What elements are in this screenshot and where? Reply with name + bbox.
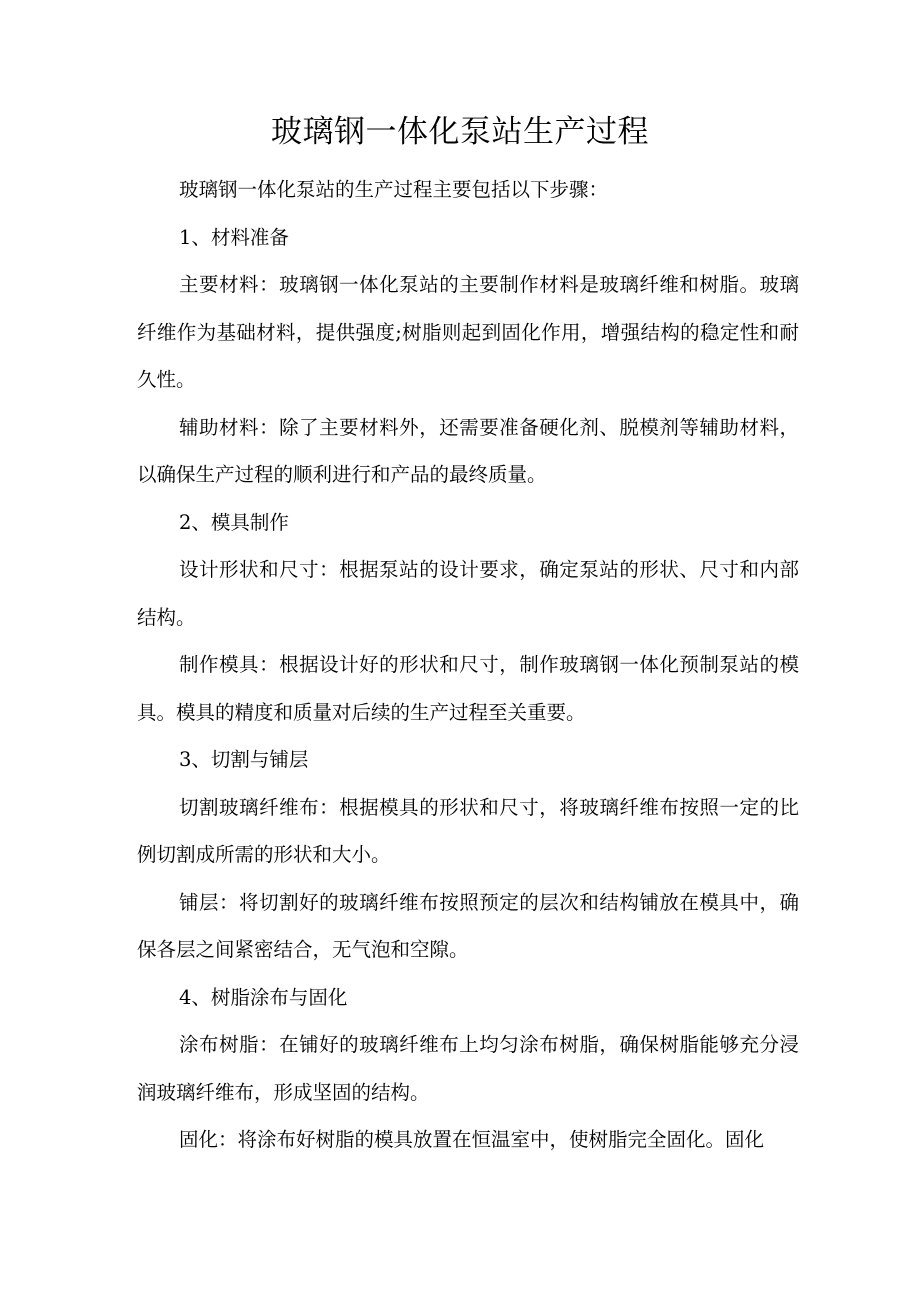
paragraph-design-shape: 设计形状和尺寸：根据泵站的设计要求，确定泵站的形状、尺寸和内部结构。: [137, 558, 799, 629]
paragraph-curing: 固化：将涂布好树脂的模具放置在恒温室中，使树脂完全固化。固化: [179, 1128, 765, 1151]
section-heading-mold: 2、模具制作: [179, 510, 289, 534]
paragraph-apply-resin: 涂布树脂：在铺好的玻璃纤维布上均匀涂布树脂，确保树脂能够充分浸润玻璃纤维布，形成坚固的结构。: [137, 1033, 799, 1104]
paragraph-layering: 铺层：将切割好的玻璃纤维布按照预定的层次和结构铺放在模具中，确保各层之间紧密结合，无气泡和空隙。: [137, 890, 799, 961]
intro-paragraph: 玻璃钢一体化泵站的生产过程主要包括以下步骤：: [179, 178, 609, 201]
paragraph-cut-fiber: 切割玻璃纤维布：根据模具的形状和尺寸，将玻璃纤维布按照一定的比例切割成所需的形状和大小。: [137, 795, 799, 866]
section-heading-cutting: 3、切割与铺层: [179, 748, 309, 771]
document-title: 玻璃钢一体化泵站生产过程: [271, 114, 649, 150]
section-heading-resin: 4、树脂涂布与固化: [179, 985, 348, 1009]
paragraph-main-materials: 主要材料：玻璃钢一体化泵站的主要制作材料是玻璃纤维和树脂。玻璃纤维作为基础材料，提供强度;树脂则起到固化作用，增强结构的稳定性和耐久性。: [137, 273, 799, 391]
section-heading-materials: 1、材料准备: [179, 225, 289, 249]
paragraph-make-mold: 制作模具：根据设计好的形状和尺寸，制作玻璃钢一体化预制泵站的模具。模具的精度和质量对后续的生产过程至关重要。: [137, 653, 799, 724]
document-body: [137, 166, 799, 1164]
paragraph-auxiliary-materials: 辅助材料：除了主要材料外，还需要准备硬化剂、脱模剂等辅助材料，以确保生产过程的顺利进行和产品的最终质量。: [137, 415, 799, 486]
